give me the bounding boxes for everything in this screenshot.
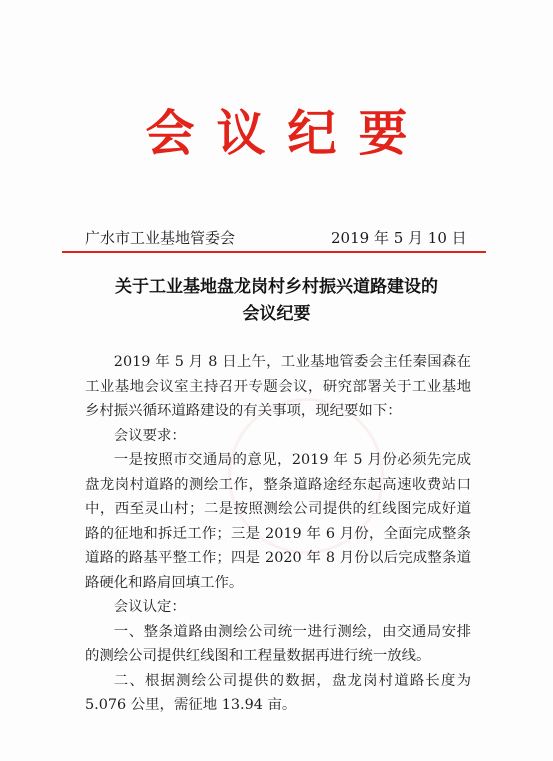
issue-date: 2019 年 5 月 10 日 xyxy=(331,229,467,247)
document-body xyxy=(85,350,471,718)
document-title-line: 关于工业基地盘龙岗村乡村振兴道路建设的 xyxy=(115,277,438,297)
masthead-title: 会议纪要 xyxy=(145,105,430,162)
section-heading: 会议认定： xyxy=(113,599,186,615)
body-paragraph: 一是按照市交通局的意见，2019 年 5 月份必须先完成盘龙岗村道路的测绘工作，整条道路途经东起高速收费站口中，西至灵山村；二是按照测绘公司提供的红线图完成好道路的征地和拆迁工作；三是 2019 年 6 月份，全面完成整条道路的路基平整工作；四是 2020 年 8 月份以后完成整条道路硬化和路肩回填工作。 xyxy=(85,452,471,591)
issuer: 广水市工业基地管委会 xyxy=(85,229,236,247)
body-paragraph: 2019 年 5 月 8 日上午，工业基地管委会主任秦国森在工业基地会议室主持召开专题会议，研究部署关于工业基地乡村振兴循环道路建设的有关事项，现纪要如下： xyxy=(85,354,471,419)
red-divider-line xyxy=(62,251,486,253)
document-title-line: 会议纪要 xyxy=(242,304,311,324)
section-heading: 会议要求： xyxy=(113,427,186,444)
document-title xyxy=(70,274,483,328)
body-paragraph: 二、根据测绘公司提供的数据，盘龙岗村道路长度为 5.076 公里，需征地 13.94 亩。 xyxy=(85,672,471,713)
body-paragraph: 一、整条道路由测绘公司统一进行测绘，由交通局安排的测绘公司提供红线图和工程量数据再进行统一放线。 xyxy=(85,623,471,664)
